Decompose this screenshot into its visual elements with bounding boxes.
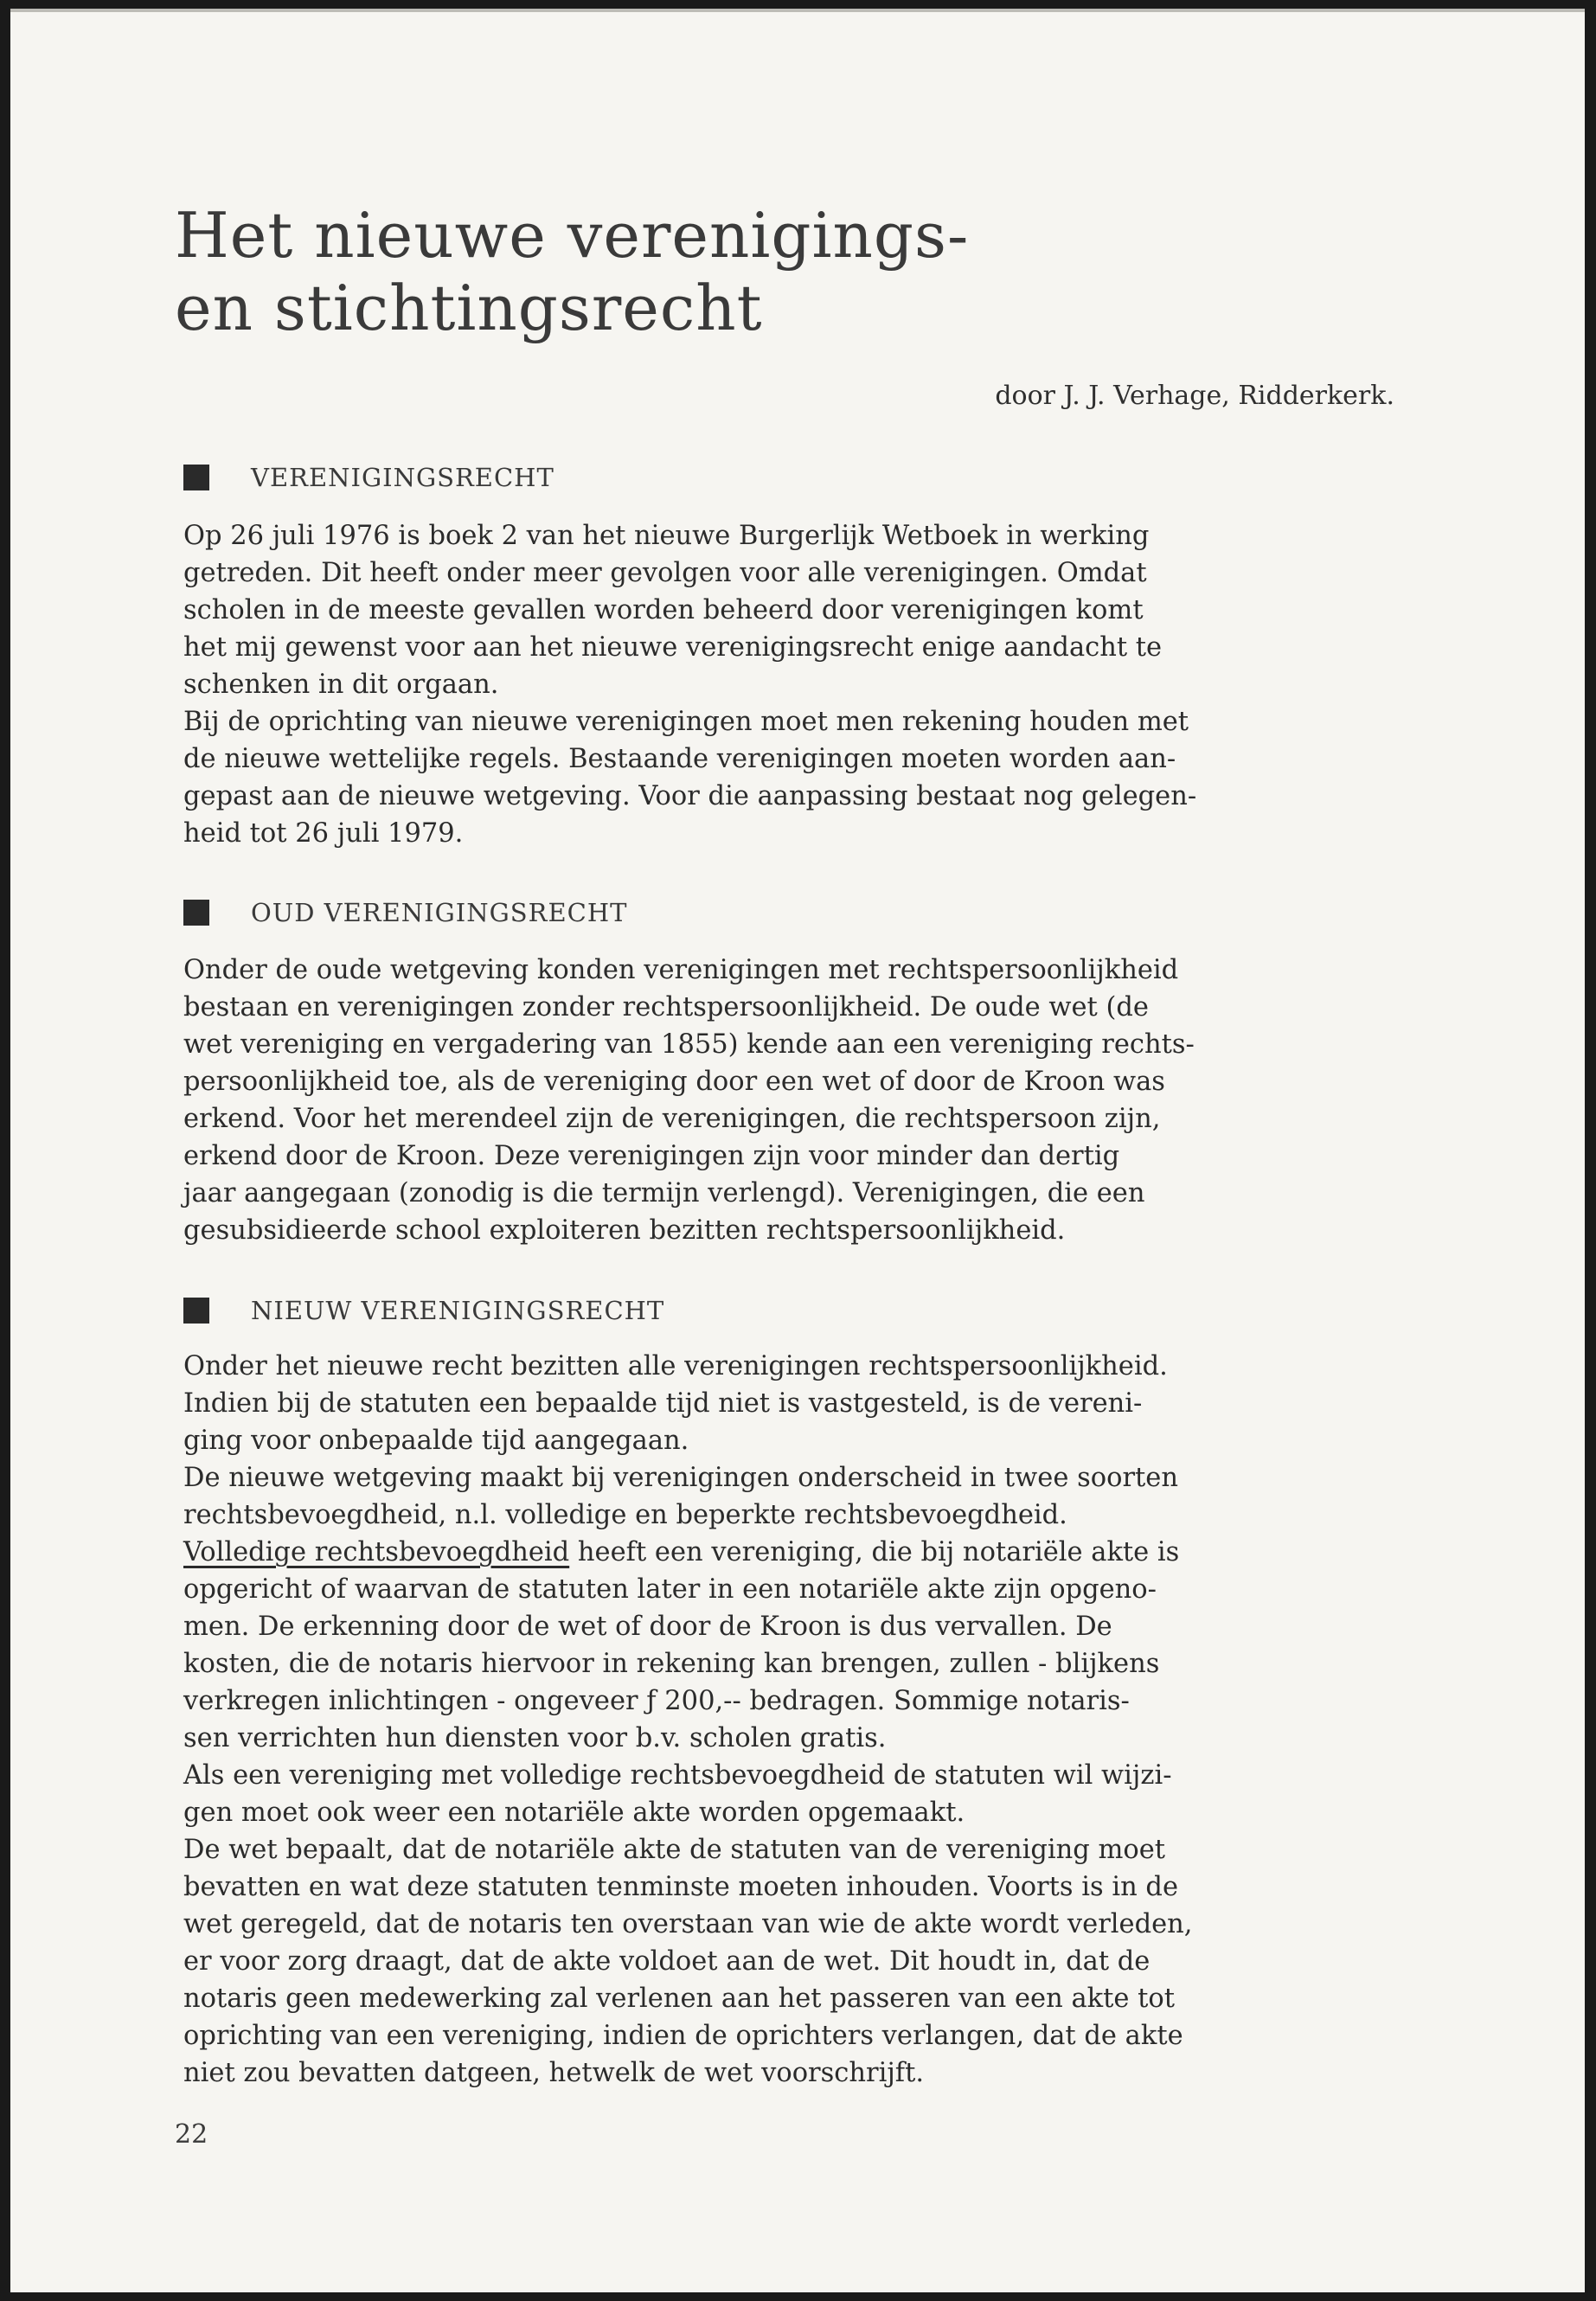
text-line: verkregen inlichtingen - ongeveer ƒ 200,-- bedragen. Sommige notaris- bbox=[183, 1686, 1130, 1716]
square-bullet-icon bbox=[183, 465, 209, 490]
text-line: gesubsidieerde school exploiteren bezitten rechtspersoonlijkheid. bbox=[183, 1215, 1066, 1246]
text-line: Onder de oude wetgeving konden verenigingen met rechtspersoonlijkheid bbox=[183, 955, 1179, 985]
article-title-line-2: en stichtingsrecht bbox=[175, 272, 763, 344]
text-line: De nieuwe wetgeving maakt bij verenigingen onderscheid in twee soorten bbox=[183, 1463, 1178, 1493]
document-page bbox=[10, 9, 1585, 2292]
text-line: rechtsbevoegdheid, n.l. volledige en beperkte rechtsbevoegdheid. bbox=[183, 1500, 1067, 1530]
section-heading-nieuw-verenigingsrecht bbox=[183, 1296, 664, 1325]
section-heading-label: OUD VERENIGINGSRECHT bbox=[251, 898, 628, 927]
text-line: gepast aan de nieuwe wetgeving. Voor die aanpassing bestaat nog gelegen- bbox=[183, 781, 1197, 811]
page-top-edge bbox=[10, 9, 1585, 12]
text-line: de nieuwe wettelijke regels. Bestaande verenigingen moeten worden aan- bbox=[183, 744, 1176, 774]
article-title bbox=[175, 199, 969, 344]
author-byline: door J. J. Verhage, Ridderkerk. bbox=[995, 381, 1394, 411]
text-line: heid tot 26 juli 1979. bbox=[183, 818, 464, 849]
section-heading-label: NIEUW VERENIGINGSRECHT bbox=[251, 1296, 665, 1325]
square-bullet-icon bbox=[183, 1298, 209, 1324]
text-line: er voor zorg draagt, dat de akte voldoet aan de wet. Dit houdt in, dat de bbox=[183, 1946, 1151, 1977]
text-line: bevatten en wat deze statuten tenminste moeten inhouden. Voorts is in de bbox=[183, 1872, 1179, 1902]
section-heading-label: VERENIGINGSRECHT bbox=[251, 463, 554, 492]
text-line: schenken in dit orgaan. bbox=[183, 670, 499, 700]
text-line: scholen in de meeste gevallen worden beheerd door verenigingen komt bbox=[183, 595, 1144, 625]
text-line: Als een vereniging met volledige rechtsbevoegdheid de statuten wil wijzi- bbox=[183, 1760, 1172, 1791]
text-line: erkend. Voor het merendeel zijn de verenigingen, die rechtspersoon zijn, bbox=[183, 1104, 1161, 1134]
text-line: Op 26 juli 1976 is boek 2 van het nieuwe Burgerlijk Wetboek in werking bbox=[183, 521, 1150, 551]
text-line: niet zou bevatten datgeen, hetwelk de wet voorschrijft. bbox=[183, 2058, 925, 2088]
text-line: Bij de oprichting van nieuwe verenigingen moet men rekening houden met bbox=[183, 707, 1189, 737]
text-line: gen moet ook weer een notariële akte worden opgemaakt. bbox=[183, 1798, 965, 1828]
underlined-term: Volledige rechtsbevoegdheid bbox=[183, 1537, 570, 1567]
text-line: getreden. Dit heeft onder meer gevolgen voor alle verenigingen. Omdat bbox=[183, 558, 1147, 588]
section-heading-oud-verenigingsrecht bbox=[183, 898, 628, 927]
text-line: sen verrichten hun diensten voor b.v. scholen gratis. bbox=[183, 1723, 887, 1753]
text-line: De wet bepaalt, dat de notariële akte de statuten van de vereniging moet bbox=[183, 1835, 1166, 1865]
text-line: Onder het nieuwe recht bezitten alle verenigingen rechtspersoonlijkheid. bbox=[183, 1351, 1168, 1381]
text-line: jaar aangegaan (zonodig is die termijn verlengd). Verenigingen, die een bbox=[183, 1178, 1145, 1208]
text-line: oprichting van een vereniging, indien de oprichters verlangen, dat de akte bbox=[183, 2021, 1183, 2051]
text-line: ging voor onbepaalde tijd aangegaan. bbox=[183, 1426, 689, 1456]
text-line: wet vereniging en vergadering van 1855) kende aan een vereniging rechts- bbox=[183, 1029, 1195, 1060]
text-line: opgericht of waarvan de statuten later in een notariële akte zijn opgeno- bbox=[183, 1574, 1157, 1605]
section-body-nieuw-verenigingsrecht bbox=[183, 1348, 1429, 2092]
text-line: notaris geen medewerking zal verlenen aan het passeren van een akte tot bbox=[183, 1984, 1175, 2014]
section-body-verenigingsrecht bbox=[183, 517, 1429, 852]
text-line: wet geregeld, dat de notaris ten overstaan van wie de akte wordt verleden, bbox=[183, 1909, 1193, 1939]
text-line-with-underline bbox=[183, 1534, 1429, 1571]
section-body-oud-verenigingsrecht bbox=[183, 952, 1429, 1249]
text-line: kosten, die de notaris hiervoor in rekening kan brengen, zullen - blijkens bbox=[183, 1649, 1160, 1679]
text-line: persoonlijkheid toe, als de vereniging door een wet of door de Kroon was bbox=[183, 1067, 1165, 1097]
text-line: men. De erkenning door de wet of door de Kroon is dus vervallen. De bbox=[183, 1612, 1112, 1642]
section-heading-verenigingsrecht bbox=[183, 463, 554, 492]
text-line: het mij gewenst voor aan het nieuwe verenigingsrecht enige aandacht te bbox=[183, 632, 1163, 663]
text-line: bestaan en verenigingen zonder rechtspersoonlijkheid. De oude wet (de bbox=[183, 992, 1149, 1022]
text-line-rest: heeft een vereniging, die bij notariële akte is bbox=[577, 1537, 1180, 1567]
article-title-line-1: Het nieuwe verenigings- bbox=[175, 199, 970, 272]
text-line: erkend door de Kroon. Deze verenigingen zijn voor minder dan dertig bbox=[183, 1141, 1120, 1171]
square-bullet-icon bbox=[183, 900, 209, 926]
text-line: Indien bij de statuten een bepaalde tijd niet is vastgesteld, is de vereni- bbox=[183, 1388, 1143, 1419]
page-number: 22 bbox=[175, 2119, 208, 2150]
